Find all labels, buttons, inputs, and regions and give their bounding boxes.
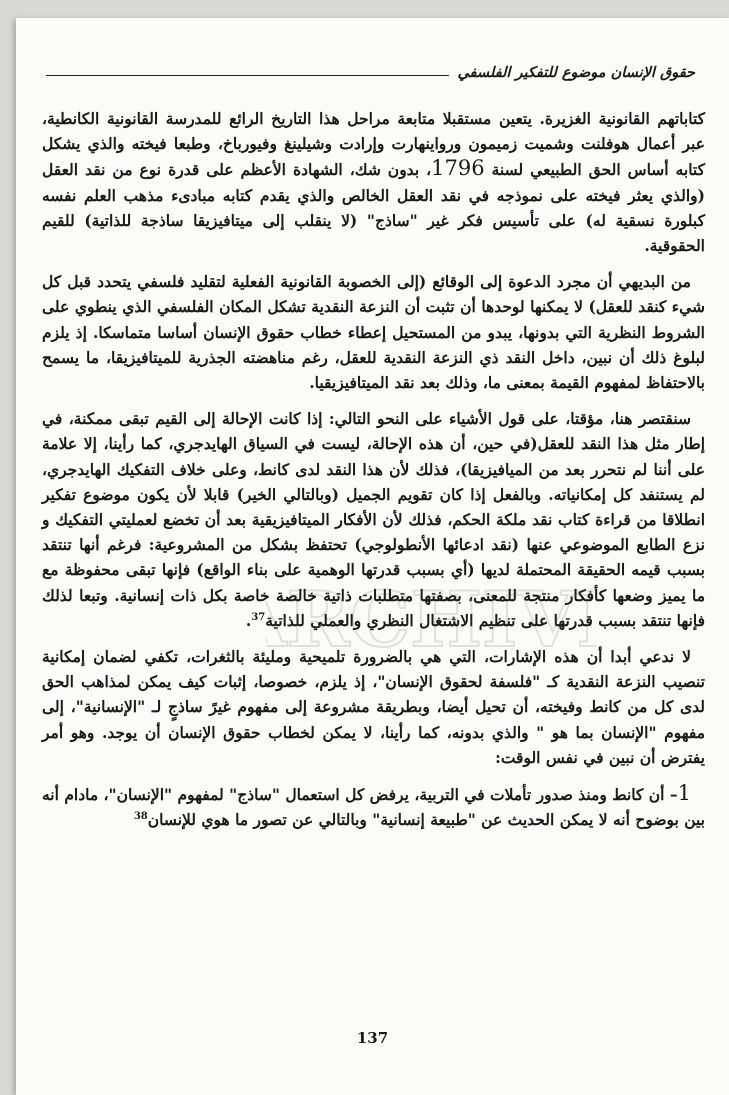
running-head	[46, 62, 695, 82]
paragraph-text: كتاباتهم القانونية الغزيرة. يتعين مستقبلا متابعة مراحل هذا التاريخ الرائع للمدرسة القانونية الكانطية، عبر أعمال هوفلنت وشميت زميمون ورواينهارت وإرادت وشيلينغ وفيورباخ، وطبعا فيخته والذي يشكل كتابه أساس الحق الطبيعي لسنة	[42, 109, 705, 180]
paragraph	[42, 644, 705, 770]
paragraph	[42, 269, 705, 395]
paragraph-text: .	[245, 610, 252, 630]
numbered-paragraph	[42, 781, 705, 832]
watermark-text: RCHIV	[286, 575, 577, 664]
footnote-marker: 37	[251, 611, 266, 623]
paragraph	[42, 406, 705, 633]
paragraph	[42, 106, 705, 258]
numeral: 1	[677, 781, 691, 806]
numeral: 1796	[431, 156, 485, 181]
paragraph-text: لا ندعي أبدا أن هذه الإشارات، التي هي بالضرورة تلميحية ومليئة بالثغرات، تكفي لضمان إمكانية تنصيب النزعة النقدية كـ "فلسفة لحقوق الإنسان"، إذ يلزم، خصوصا، إثبات كيف يمكن لمذاهب الحق لدى كل من كانط وفيخته، أن تحيل أيضا، وبطريقة مشروعة إلى مفهوم غيرً ساذجٍ لـ "الإنسانية"، إلى مفهوم "الإنسان بما هو " والذي بدونه، كما رأينا، لا يمكن لخطاب حقوق الإنسان أن يوجد. وهو أمر يفترض أن نبين في نفس الوقت:	[42, 647, 705, 767]
book-page	[16, 18, 729, 1095]
footnote-marker: 38	[133, 811, 148, 823]
paragraph-text: ، بدون شك، الشهادة الأعظم على قدرة نوع من نقد العقل (والذي يعثر فيخته على نموذجه في نقد العقل الخالص والذي يقدم كتابه مبادىء مذهب العلم نفسه كبلورة نسقية له) على تأسيس فكر غير "ساذج" (لا ينقلب إلى ميتافيزيقا ساذجة للذاتية) للقيم الحقوقية.	[42, 160, 705, 256]
running-head-title: حقوق الإنسان موضوع للتفكير الفلسفي	[457, 63, 695, 81]
page-number: 137	[356, 1029, 389, 1047]
body-text	[42, 106, 705, 843]
paragraph-text: – أن كانط ومنذ صدور تأملات في التربية، يرفض كل استعمال "ساذج" لمفهوم "الإنسان"، مادام أنه بين بوضوح أنه لا يمكن الحديث عن "طبيعة إنسانية" وبالتالي عن تصور ما هوي للإنسان	[42, 785, 705, 830]
paragraph-text: سنقتصر هنا، مؤقتا، على قول الأشياء على النحو التالي: إذا كانت الإحالة إلى القيم تبقى ممكنة، في إطار مثل هذا النقد للعقل(في حين، أن هذه الإحالة، ليست في السياق الهايدجري، كما رأينا، إلا علامة على أننا لم نتحرر بعد من الميافيزيقا)، فذلك لأن هذا النقد لدى كانط، وعلى خلاف التفكيك الهايدجري، لم يستنفد كل إمكانياته. وبالفعل إذا كان تقويم الجميل (وبالتالي الخير) قابلا لأن يكون موضوع تفكير انطلاقا من قراءة كتاب نقد ملكة الحكم، فذلك لأن الأفكار الميتافيزيقية بعد أن تخضع لعمليتي التفكيك و نزع الطابع الموضوعي عنها (نقد ادعائها الأنطولوجي) تحتفظ بشكل من المشروعية: فرغم أنها تنتقد بسبب قيمه الحقيقة المحتملة لديها (أي بسبب قدرتها الوهمية على بناء الواقع) فإنها تبقى محفوظة مع ما يميز وضعها كأفكار منتجة للمعنى، بصفتها متطلبات ذاتية خالصة خاصة بكل ذات إنسانية. وتبعا لذلك فإنها تنتقد بسبب قدرتها على تنظيم الاشتغال النظري والعملي للذاتية	[42, 409, 705, 630]
running-head-rule	[46, 75, 449, 76]
paragraph-text: من البديهي أن مجرد الدعوة إلى الوقائع (إلى الخصوبة القانونية الفعلية لتقليد فلسفي يتحدد قبل كل شيء كنقد للعقل) لا يمكنها لوحدها أن تثبت أن النزعة النقدية تشكل المكان الفلسفي الذي ينطوي على الشروط النظرية التي بدونها، يبدو من المستحيل إعطاء خطاب حقوق الإنسان أساسا متماسكا. إذ يلزم لبلوغ ذلك أن نبين، داخل النقد ذي النزعة النقدية للعقل، رغم مناهضته الجذرية للميتافيزيقا، ما يسمح بالاحتفاظ لمفهوم القيمة بمعنى ما، وذلك بعد نقد الميتافيزيقيا.	[42, 272, 705, 393]
